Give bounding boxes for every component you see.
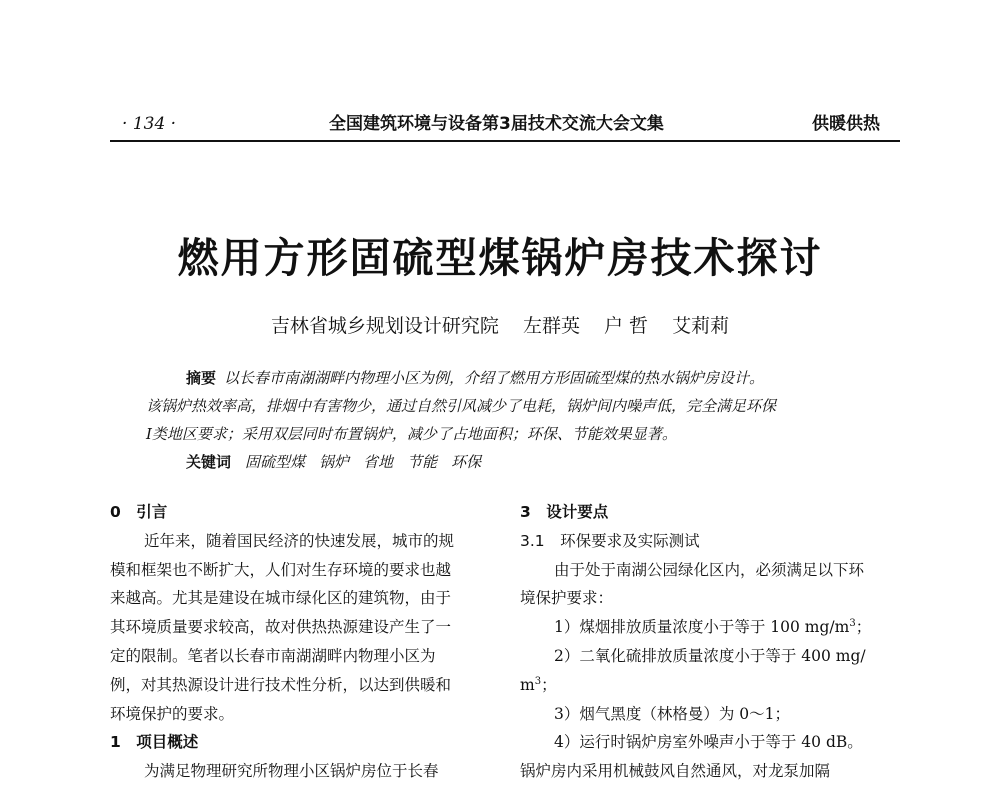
body-line: 其环境质量要求较高，故对供热热源建设产生了一 xyxy=(110,618,452,637)
author-name: 户 哲 xyxy=(604,315,649,337)
list-item: 1）煤烟排放质量浓度小于等于 100 $mg/m^3$； xyxy=(554,618,872,637)
body-line: 例，对其热源设计进行技术性分析，以达到供暖和 xyxy=(110,675,452,694)
keyword: 固硫型煤 xyxy=(245,453,306,471)
list-item: 3）烟气黑度（林格曼）为 0～1； xyxy=(554,704,791,723)
abstract-text: 以长春市南湖湖畔内物理小区为例，介绍了燃用方形固硫型煤的热水锅炉房设计。 xyxy=(224,369,765,387)
keyword: 省地 xyxy=(363,453,394,471)
author-name: 艾莉莉 xyxy=(672,315,730,337)
article-title: 燃用方形固硫型煤锅炉房技术探讨 xyxy=(177,234,823,282)
keyword: 锅炉 xyxy=(319,453,350,471)
section-heading: 1 项目概述 xyxy=(110,733,199,752)
section-heading: 3 设计要点 xyxy=(520,503,609,521)
keyword: 节能 xyxy=(407,453,438,471)
subsection-heading: 3.1 环保要求及实际测试 xyxy=(520,531,700,550)
left-column xyxy=(110,498,490,786)
author-line xyxy=(0,313,1000,339)
abstract-line: Ⅰ类地区要求；采用双层同时布置锅炉，减少了占地面积；环保、节能效果显著。 xyxy=(146,425,677,443)
list-item-continuation: $m^3$； xyxy=(520,675,557,694)
keywords-label: 关键词 xyxy=(186,453,232,471)
keywords-line xyxy=(146,448,876,476)
abstract-line: 该锅炉热效率高，排烟中有害物少，通过自然引风减少了电耗，锅炉间内噪声低，完全满足环保 xyxy=(146,397,777,415)
header-rule xyxy=(110,140,900,142)
body-line: 为满足物理研究所物理小区锅炉房位于长春 xyxy=(144,762,439,781)
running-header-title: 全国建筑环境与设备第3届技术交流大会文集 xyxy=(329,114,664,134)
section-heading: 0 引言 xyxy=(110,503,168,521)
body-line: 定的限制。笔者以长春市南湖湖畔内物理小区为 xyxy=(110,646,436,665)
abstract-label: 摘要 xyxy=(186,369,217,387)
body-line: 锅炉房内采用机械鼓风自然通风，对龙泵加隔 xyxy=(520,762,831,781)
body-line: 模和框架也不断扩大，人们对生存环境的要求也越 xyxy=(110,560,452,579)
body-line: 近年来，随着国民经济的快速发展，城市的规 xyxy=(144,531,455,550)
author-name: 左群英 xyxy=(522,315,580,337)
body-line: 由于处于南湖公园绿化区内，必须满足以下环 xyxy=(554,560,865,579)
body-line: 来越高。尤其是建设在城市绿化区的建筑物，由于 xyxy=(110,589,452,608)
abstract-line xyxy=(146,364,876,392)
right-column xyxy=(520,498,900,786)
running-header-section: 供暖供热 xyxy=(812,114,880,134)
body-line: 环境保护的要求。 xyxy=(110,704,235,723)
page-number: · 134 · xyxy=(122,114,177,134)
affiliation: 吉林省城乡规划设计研究院 xyxy=(270,315,499,337)
keyword: 环保 xyxy=(451,453,482,471)
list-item: 2）二氧化硫排放质量浓度小于等于 400 mg/ xyxy=(554,646,866,665)
list-item: 4）运行时锅炉房室外噪声小于等于 40 dB。 xyxy=(554,733,863,752)
body-line: 境保护要求： xyxy=(520,589,614,608)
abstract-block xyxy=(146,364,876,476)
